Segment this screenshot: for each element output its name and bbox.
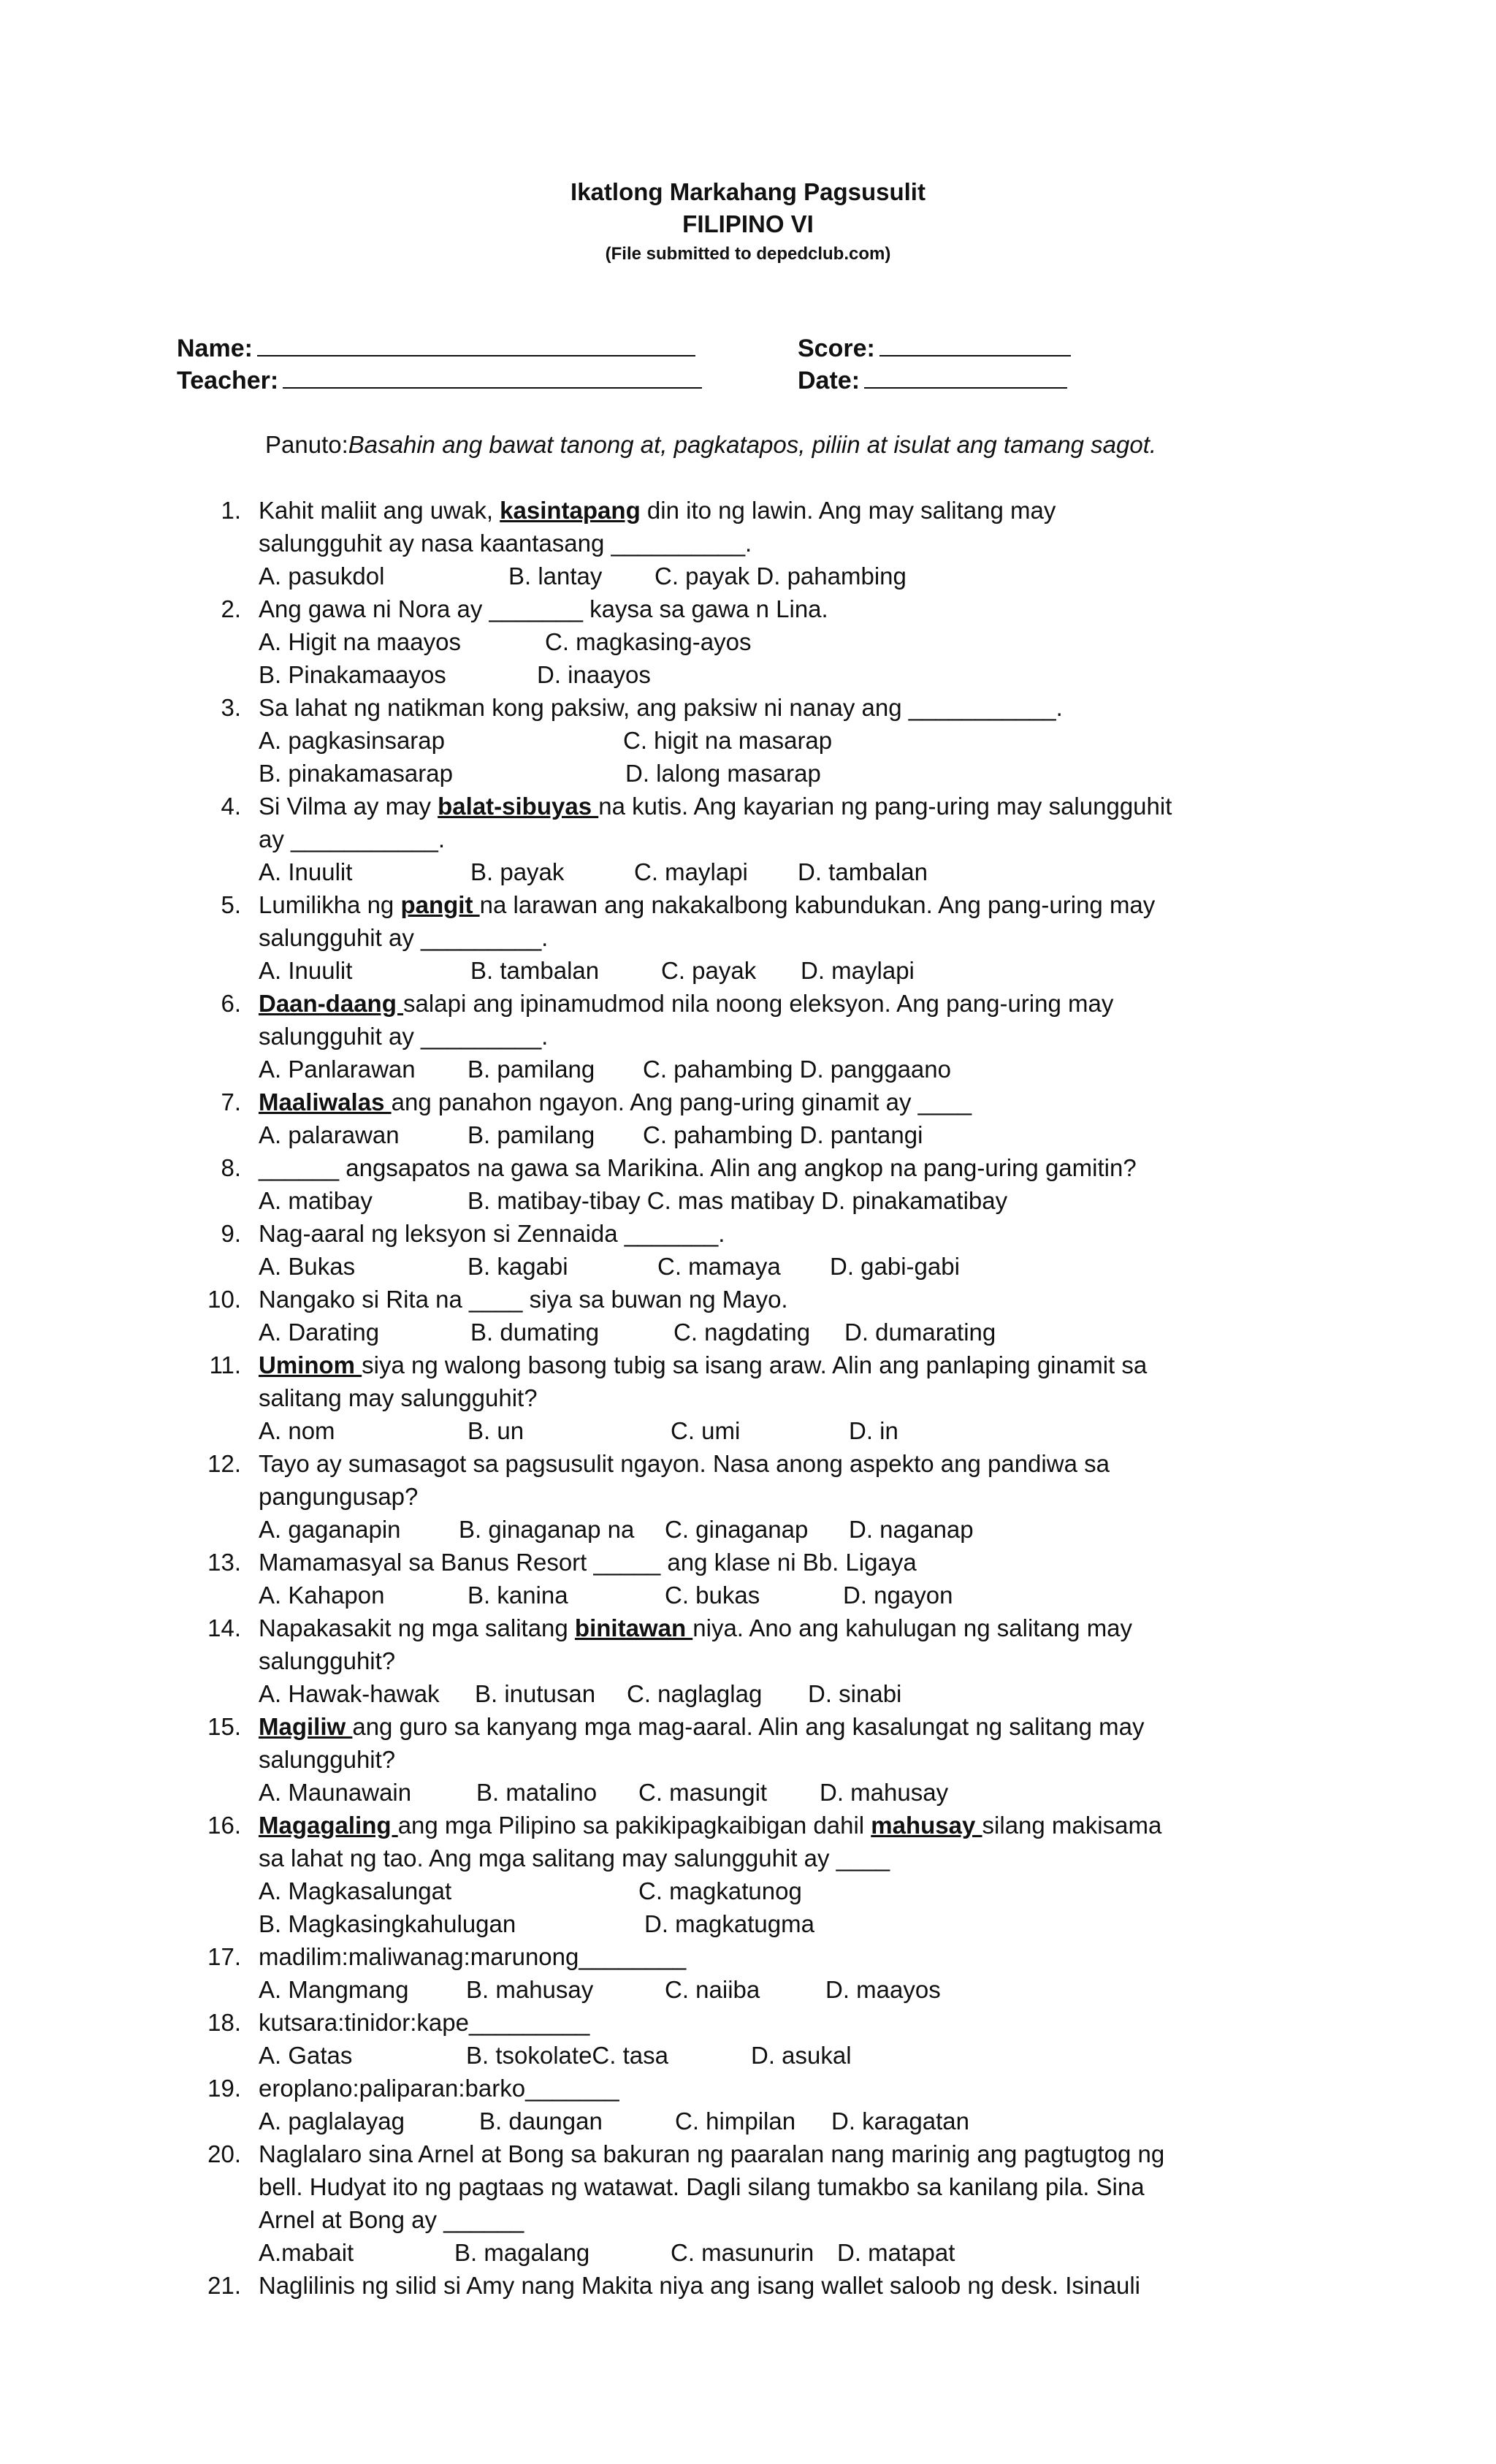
question-text: Naglalaro sina Arnel at Bong sa bakuran ng paaralan nang marinig ang pagtugtog ng	[259, 2140, 1165, 2167]
option[interactable]: A. Maunawain	[259, 1779, 412, 1806]
question-number: 18.	[207, 2009, 241, 2036]
option[interactable]: C. masungit	[638, 1779, 768, 1806]
instructions-text: Basahin ang bawat tanong at, pagkatapos, piliin at isulat ang tamang sagot.	[348, 431, 1157, 458]
option[interactable]: A. Darating	[259, 1319, 380, 1346]
option[interactable]: D. gabi-gabi	[830, 1253, 960, 1280]
option[interactable]: C. masunurin	[671, 2239, 814, 2266]
option[interactable]: C. bukas	[665, 1582, 760, 1609]
instructions-label: Panuto:	[265, 431, 348, 458]
option[interactable]: B. pamilang	[468, 1056, 595, 1083]
question-text: Ang gawa ni Nora ay _______ kaysa sa gawa n Lina.	[259, 595, 828, 622]
question-number: 17.	[207, 1943, 241, 1970]
option[interactable]: D. matapat	[837, 2239, 955, 2266]
instructions	[265, 431, 1156, 459]
option[interactable]: C. pahambing D. pantangi	[643, 1121, 923, 1148]
score-label: Score:	[798, 335, 875, 362]
score-field[interactable]	[798, 333, 1071, 363]
exam-title: Ikatlong Markahang Pagsusulit	[570, 178, 926, 205]
option[interactable]: C. nagdating	[673, 1319, 811, 1346]
option[interactable]: B. dumating	[470, 1319, 600, 1346]
exam-source-note: (File submitted to depedclub.com)	[605, 244, 891, 264]
option[interactable]: C. payak	[661, 957, 757, 984]
name-blank[interactable]	[257, 333, 695, 356]
option[interactable]: C. mamaya	[657, 1253, 781, 1280]
teacher-label: Teacher:	[177, 367, 279, 394]
option[interactable]: B. matalino	[476, 1779, 598, 1806]
option[interactable]: A. nom	[259, 1417, 335, 1444]
option[interactable]: D. dumarating	[844, 1319, 996, 1346]
option[interactable]: B. matibay-tibay C. mas matibay D. pinakamatibay	[468, 1187, 1008, 1214]
name-field[interactable]	[177, 333, 695, 363]
option[interactable]: C. naiiba	[665, 1976, 760, 2003]
exam-page: Ikatlong Markahang Pagsusulit FILIPINO VI (File submitted to depedclub.com) Name: Teacher: Score: Date: Panuto:Basahin ang bawat tanong at, pagkatapos, piliin at isulat ang tamang sagot. 1. Kahit maliit ang uwak, kasintapang din ito ng lawin. Ang may salitang may salungguhit ay nasa kaantasang __________. A. pasukdol B. lantay C. payak D. pahambing 2. Ang gawa ni Nora ay _______ kaysa sa gawa n Lina. A. Higit na maayos C. magkasing-ayos B. Pinakamaayos D. inaayos 3. Sa lahat ng natikman kong paksiw, ang paksiw ni nanay ang ___________. A. pagkasinsarap C. higit na masarap B. pinakamasarap D. lalong masarap 4. Si Vilma ay may balat-sibuyas na kutis. Ang kayarian ng pang-uring may salungguhit ay ___________. A. Inuulit B. payak C. maylapi D. tambalan 5. Lumilikha ng pangit na larawan ang nakakalbong kabundukan. Ang pang-uring may salungguhit ay _________. A. Inuulit B. tambalan C. payak D. maylapi 6. Daan-daang salapi ang ipinamudmod nila noong eleksyon. Ang pang-uring may salungguhit ay _________. A. Panlarawan B. pamilang C. pahambing D. panggaano 7. Maaliwalas ang panahon ngayon. Ang pang-uring ginamit ay ____ A. palarawan B. pamilang C. pahambing D. pantangi 8. ______ angsapatos na gawa sa Marikina. Alin ang angkop na pang-uring gamitin? A. matibay B. matibay-tibay C. mas matibay D. pinakamatibay 9. Nag-aaral ng leksyon si Zennaida _______. A. Bukas B. kagabi C. mamaya D. gabi-gabi 10. Nangako si Rita na ____ siya sa buwan ng Mayo. A. Darating B. dumating C. nagdating D. dumarating 11. Uminom siya ng walong basong tubig sa isang araw. Alin ang panlaping ginamit sa salitang may salungguhit? A. nom B. un C. umi D. in 12. Tayo ay sumasagot sa pagsusulit ngayon. Nasa anong aspekto ang pandiwa sa pangungusap? A. gaganapin B. ginaganap na C. ginaganap D. naganap 13. Mamamasyal sa Banus Resort _____ ang klase ni Bb. Ligaya A. Kahapon B. kanina C. bukas D. ngayon 14. Napakasakit ng mga salitang binitawan niya. Ano ang kahulugan ng salitang may salungguhit? A. Hawak-hawak B. inutusan C. naglaglag D. sinabi 15. Magiliw ang guro sa kanyang mga mag-aaral. Alin ang kasalungat ng salitang may salungguhit? A. Maunawain B. matalino C. masungit D. mahusay 16. Magagaling ang mga Pilipino sa pakikipagkaibigan dahil mahusay silang makisama sa lahat ng tao. Ang mga salitang may salungguhit ay ____ A. Magkasalungat C. magkatunog B. Magkasingkahulugan D. magkatugma 17. madilim:maliwanag:marunong________ A. Mangmang B. mahusay C. naiiba D. maayos 18. kutsara:tinidor:kape_________ A. Gatas B. tsokolateC. tasa D. asukal 19. eroplano:paliparan:barko_______ A. paglalayag B. daungan C. himpilan D. karagatan 20. Naglalaro sina Arnel at Bong sa bakuran ng paaralan nang marinig ang pagtugtog ng bell. Hudyat ito ng pagtaas ng watawat. Dagli silang tumakbo sa kanilang pila. Sina Arnel at Bong ay ______ A.mabait B. magalang C. masunurin D. matapat 21. Naglilinis ng silid si Amy nang Makita niya ang isang wallet saloob ng desk. Isinauli	[0, 0, 1496, 2464]
option[interactable]: A. Magkasalungat	[259, 1877, 452, 1904]
question-text: Nag-aaral ng leksyon si Zennaida _______.	[259, 1220, 725, 1247]
option[interactable]: D. maayos	[825, 1976, 941, 2003]
option[interactable]: A. pasukdol	[259, 562, 385, 590]
option[interactable]: B. magalang	[454, 2239, 590, 2266]
question-text: ______ angsapatos na gawa sa Marikina. Alin ang angkop na pang-uring gamitin?	[259, 1154, 1137, 1181]
option[interactable]: B. inutusan	[475, 1680, 596, 1707]
option[interactable]: C. payak D. pahambing	[654, 562, 907, 590]
underlined-word: binitawan	[574, 1614, 693, 1641]
option[interactable]: A. palarawan	[259, 1121, 400, 1148]
question-number: 15.	[207, 1713, 241, 1740]
question-number: 2.	[221, 595, 241, 622]
option[interactable]: B. kagabi	[468, 1253, 568, 1280]
underlined-word: Magiliw	[259, 1713, 353, 1740]
option[interactable]: A.mabait	[259, 2239, 354, 2266]
underlined-word: pangit	[400, 891, 480, 918]
option[interactable]: D. magkatugma	[644, 1910, 814, 1937]
teacher-blank[interactable]	[283, 365, 702, 389]
option[interactable]: B. un	[468, 1417, 524, 1444]
question-number: 3.	[221, 694, 241, 721]
underlined-word: kasintapang	[500, 497, 641, 524]
date-label: Date:	[798, 367, 860, 394]
question-text: madilim:maliwanag:marunong________	[259, 1943, 687, 1970]
option[interactable]: A. matibay	[259, 1187, 373, 1214]
option[interactable]: A. pagkasinsarap	[259, 727, 445, 754]
question-number: 11.	[209, 1351, 241, 1378]
option[interactable]: A. paglalayag	[259, 2108, 405, 2135]
question-number: 9.	[221, 1220, 241, 1247]
question-number: 21.	[207, 2272, 241, 2299]
underlined-word: Maaliwalas	[259, 1088, 392, 1115]
option[interactable]: C. magkasing-ayos	[545, 628, 752, 655]
question-text: Daan-daang salapi ang ipinamudmod nila noong eleksyon. Ang pang-uring may	[259, 990, 1114, 1017]
option[interactable]: A. Bukas	[259, 1253, 356, 1280]
option[interactable]: C. higit na masarap	[623, 727, 833, 754]
question-number: 8.	[221, 1154, 241, 1181]
option[interactable]: D. tambalan	[798, 858, 928, 885]
question-number: 14.	[207, 1614, 241, 1641]
option[interactable]: A. Hawak-hawak	[259, 1680, 440, 1707]
underlined-word: Magagaling	[259, 1812, 398, 1839]
question-text: Mamamasyal sa Banus Resort _____ ang klase ni Bb. Ligaya	[259, 1549, 917, 1576]
exam-subject: FILIPINO VI	[682, 210, 814, 237]
question-number: 10.	[207, 1286, 241, 1313]
name-label: Name:	[177, 335, 253, 362]
option[interactable]: D. mahusay	[820, 1779, 949, 1806]
question-text: Lumilikha ng pangit na larawan ang nakakalbong kabundukan. Ang pang-uring may	[259, 891, 1156, 918]
option[interactable]: C. pahambing D. panggaano	[643, 1056, 951, 1083]
option[interactable]: C. himpilan	[675, 2108, 796, 2135]
option[interactable]: D. naganap	[849, 1516, 974, 1543]
option[interactable]: A. Gatas	[259, 2042, 353, 2069]
option[interactable]: B. kanina	[468, 1582, 568, 1609]
option[interactable]: D. ngayon	[843, 1582, 953, 1609]
option[interactable]: A. gaganapin	[259, 1516, 401, 1543]
question-number: 13.	[207, 1549, 241, 1576]
question-text: Tayo ay sumasagot sa pagsusulit ngayon. Nasa anong aspekto ang pandiwa sa	[259, 1450, 1110, 1477]
question-number: 4.	[221, 793, 241, 820]
option[interactable]: B. daungan	[479, 2108, 603, 2135]
option[interactable]: A. Inuulit	[259, 858, 353, 885]
option[interactable]: C. magkatunog	[638, 1877, 802, 1904]
option[interactable]: B. mahusay	[466, 1976, 594, 2003]
question-text: Naglilinis ng silid si Amy nang Makita niya ang isang wallet saloob ng desk. Isinauli	[259, 2272, 1140, 2299]
question-number: 19.	[207, 2075, 241, 2102]
question-text: Si Vilma ay may balat-sibuyas na kutis. Ang kayarian ng pang-uring may salungguhit	[259, 793, 1172, 820]
question-text: Napakasakit ng mga salitang binitawan niya. Ano ang kahulugan ng salitang may	[259, 1614, 1133, 1641]
question-text: Sa lahat ng natikman kong paksiw, ang paksiw ni nanay ang ___________.	[259, 694, 1063, 721]
option[interactable]: C. ginaganap	[665, 1516, 809, 1543]
teacher-field[interactable]	[177, 365, 702, 395]
option[interactable]: D. inaayos	[537, 661, 651, 688]
option[interactable]: A. Mangmang	[259, 1976, 409, 2003]
question-text: Nangako si Rita na ____ siya sa buwan ng Mayo.	[259, 1286, 788, 1313]
option[interactable]: C. naglaglag	[627, 1680, 763, 1707]
option[interactable]: B. ginaganap na	[459, 1516, 635, 1543]
option[interactable]: B. pinakamasarap	[259, 760, 453, 787]
date-blank[interactable]	[864, 365, 1067, 389]
question-number: 12.	[207, 1450, 241, 1477]
option[interactable]: B. lantay	[508, 562, 603, 590]
underlined-word: Uminom	[259, 1351, 362, 1378]
option[interactable]: D. asukal	[751, 2042, 852, 2069]
question-text: eroplano:paliparan:barko_______	[259, 2075, 619, 2102]
option[interactable]: B. pamilang	[468, 1121, 595, 1148]
option[interactable]: D. lalong masarap	[625, 760, 821, 787]
question-number: 5.	[221, 891, 241, 918]
option[interactable]: C. maylapi	[634, 858, 748, 885]
question-number: 1.	[221, 497, 241, 524]
option[interactable]: B. Magkasingkahulugan	[259, 1910, 516, 1937]
question-number: 7.	[221, 1088, 241, 1115]
option[interactable]: D. in	[849, 1417, 898, 1444]
score-blank[interactable]	[879, 333, 1071, 356]
underlined-word: balat-sibuyas	[438, 793, 599, 820]
date-field[interactable]	[798, 365, 1067, 395]
question-text: Magiliw ang guro sa kanyang mga mag-aaral. Alin ang kasalungat ng salitang may	[259, 1713, 1145, 1740]
question-number: 16.	[207, 1812, 241, 1839]
underlined-word: mahusay	[871, 1812, 982, 1839]
option[interactable]: B. tsokolateC. tasa	[466, 2042, 668, 2069]
option[interactable]: A. Higit na maayos	[259, 628, 461, 655]
option[interactable]: B. Pinakamaayos	[259, 661, 446, 688]
question-text: Maaliwalas ang panahon ngayon. Ang pang-uring ginamit ay ____	[259, 1088, 972, 1115]
option[interactable]: A. Kahapon	[259, 1582, 385, 1609]
option[interactable]: A. Panlarawan	[259, 1056, 416, 1083]
question-number: 6.	[221, 990, 241, 1017]
option[interactable]: D. karagatan	[831, 2108, 969, 2135]
option[interactable]: D. sinabi	[808, 1680, 902, 1707]
option[interactable]: D. maylapi	[801, 957, 915, 984]
option[interactable]: A. Inuulit	[259, 957, 353, 984]
question-number: 20.	[207, 2140, 241, 2167]
option[interactable]: C. umi	[671, 1417, 741, 1444]
option[interactable]: B. tambalan	[470, 957, 600, 984]
question-text: Uminom siya ng walong basong tubig sa isang araw. Alin ang panlaping ginamit sa	[259, 1351, 1148, 1378]
question-text: Kahit maliit ang uwak, kasintapang din ito ng lawin. Ang may salitang may	[259, 497, 1056, 524]
question-text: Magagaling ang mga Pilipino sa pakikipagkaibigan dahil mahusay silang makisama	[259, 1812, 1162, 1839]
question-text: kutsara:tinidor:kape_________	[259, 2009, 590, 2036]
underlined-word: Daan-daang	[259, 990, 404, 1017]
option[interactable]: B. payak	[470, 858, 565, 885]
